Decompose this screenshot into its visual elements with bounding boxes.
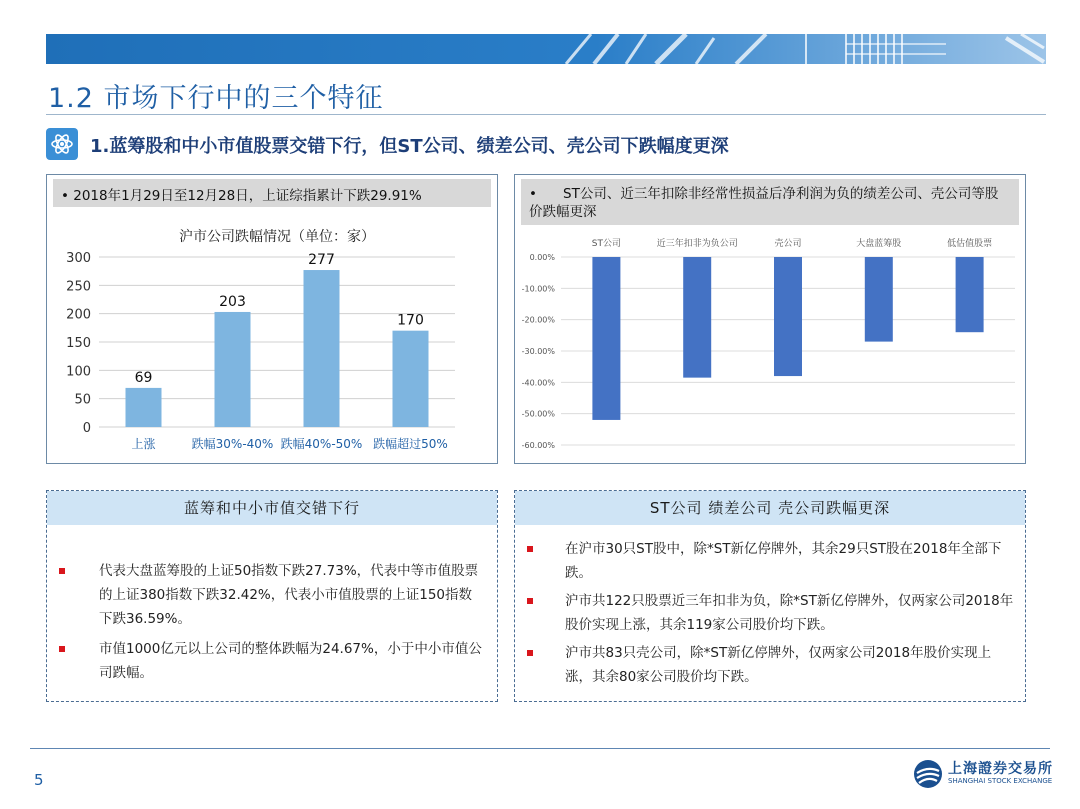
list-item: [565, 641, 1015, 689]
x-tick-label: 壳公司: [774, 239, 802, 249]
x-tick-label: 跌幅30%-40%: [191, 437, 274, 451]
page-number: 5: [34, 771, 44, 789]
red-square-bullet-icon: [59, 646, 65, 652]
x-tick-label: 跌幅40%-50%: [280, 437, 363, 451]
blue-chip-summary-box: [46, 490, 498, 702]
red-square-bullet-icon: [527, 650, 533, 656]
box-right-list: [515, 525, 1025, 689]
x-tick-label: 近三年扣非为负公司: [656, 239, 738, 249]
sse-emblem-icon: [912, 758, 944, 790]
data-label: 203: [219, 293, 246, 310]
section-subtitle: 1.蓝筹股和中小市值股票交错下行，但ST公司、绩差公司、壳公司下跌幅度更深: [90, 136, 729, 157]
y-tick-label: 0: [82, 421, 91, 436]
bar: [683, 257, 711, 378]
bar: [774, 257, 802, 376]
y-tick-label: 100: [66, 364, 91, 380]
x-tick-label: 大盘蓝筹股: [856, 239, 902, 249]
header-banner: [46, 34, 1046, 64]
y-tick-label: -10.00%: [521, 284, 555, 294]
y-tick-label: -40.00%: [521, 378, 555, 388]
y-tick-label: -60.00%: [521, 441, 555, 450]
y-tick-label: 150: [66, 336, 91, 351]
y-tick-label: -20.00%: [521, 315, 555, 325]
left-chart-panel: [46, 174, 498, 464]
st-summary-box: [514, 490, 1026, 702]
list-item-text: 市值1000亿元以上公司的整体跌幅为24.67%，小于中小市值公司跌幅。: [99, 641, 482, 681]
footer-divider: [30, 748, 1050, 749]
list-item-text: 在沪市30只ST股中，除*ST新亿停牌外，其余29只ST股在2018年全部下跌。: [565, 541, 1002, 581]
red-square-bullet-icon: [59, 568, 65, 574]
y-tick-label: -30.00%: [521, 347, 555, 356]
logo-english-name: SHANGHAI STOCK EXCHANGE: [948, 777, 1053, 785]
bar: [304, 270, 340, 427]
title-divider: [46, 114, 1046, 115]
page-title: 1.2 市场下行中的三个特征: [48, 83, 384, 114]
list-item-text: 沪市共122只股票近三年扣非为负，除*ST新亿停牌外，仅两家公司2018年股价实现上涨，其余119家公司股价均下跌。: [565, 593, 1014, 633]
list-item-text: 代表大盘蓝筹股的上证50指数下跌27.73%，代表中等市值股票的上证380指数下跌32.42%，代表小市值股票的上证150指数下跌36.59%。: [99, 563, 479, 627]
x-tick-label: ST公司: [591, 239, 622, 249]
box-left-list: [47, 525, 497, 685]
y-tick-label: 50: [74, 392, 91, 408]
x-tick-label: 跌幅超过50%: [373, 437, 448, 451]
decline-count-chart: [47, 223, 496, 459]
chart-title: 沪市公司跌幅情况（单位：家）: [179, 229, 375, 245]
list-item: [99, 559, 483, 631]
bar: [592, 257, 620, 420]
y-tick-label: 200: [66, 307, 91, 323]
right-panel-header-text: ST公司、近三年扣除非经常性损益后净利润为负的绩差公司、壳公司等股价跌幅更深: [529, 186, 999, 220]
list-item: [565, 589, 1015, 637]
section-heading: [46, 128, 1046, 160]
red-square-bullet-icon: [527, 598, 533, 604]
red-square-bullet-icon: [527, 546, 533, 552]
list-item: [99, 637, 483, 685]
left-panel-header: • 2018年1月29日至12月28日，上证综指累计下跌29.91%: [53, 179, 491, 207]
right-chart-panel: [514, 174, 1026, 464]
x-tick-label: 上涨: [131, 437, 156, 451]
data-label: 277: [308, 252, 335, 269]
y-tick-label: -50.00%: [521, 409, 555, 419]
building-graphic: [46, 34, 1046, 64]
bar: [215, 312, 251, 427]
right-panel-header: [521, 179, 1019, 225]
data-label: 69: [134, 369, 153, 386]
box-left-title: 蓝筹和中小市值交错下行: [47, 491, 497, 525]
bar: [956, 257, 984, 332]
bar: [126, 388, 162, 427]
logo-chinese-name: 上海證券交易所: [948, 761, 1053, 777]
decline-rate-chart: [515, 229, 1024, 463]
y-tick-label: 250: [66, 279, 91, 295]
bar: [865, 257, 893, 342]
right-panel-header-bullet: •: [529, 186, 537, 202]
y-tick-label: 300: [66, 251, 91, 266]
bar: [393, 331, 429, 427]
box-right-title: ST公司 绩差公司 壳公司跌幅更深: [515, 491, 1025, 525]
sse-logo: [912, 756, 1052, 792]
y-tick-label: 0.00%: [529, 253, 555, 262]
list-item-text: 沪市共83只壳公司，除*ST新亿停牌外，仅两家公司2018年股价实现上涨，其余80家公司股价均下跌。: [565, 645, 992, 685]
atom-icon: [46, 128, 78, 160]
x-tick-label: 低估值股票: [947, 239, 993, 249]
data-label: 170: [397, 312, 424, 329]
list-item: [565, 537, 1015, 585]
